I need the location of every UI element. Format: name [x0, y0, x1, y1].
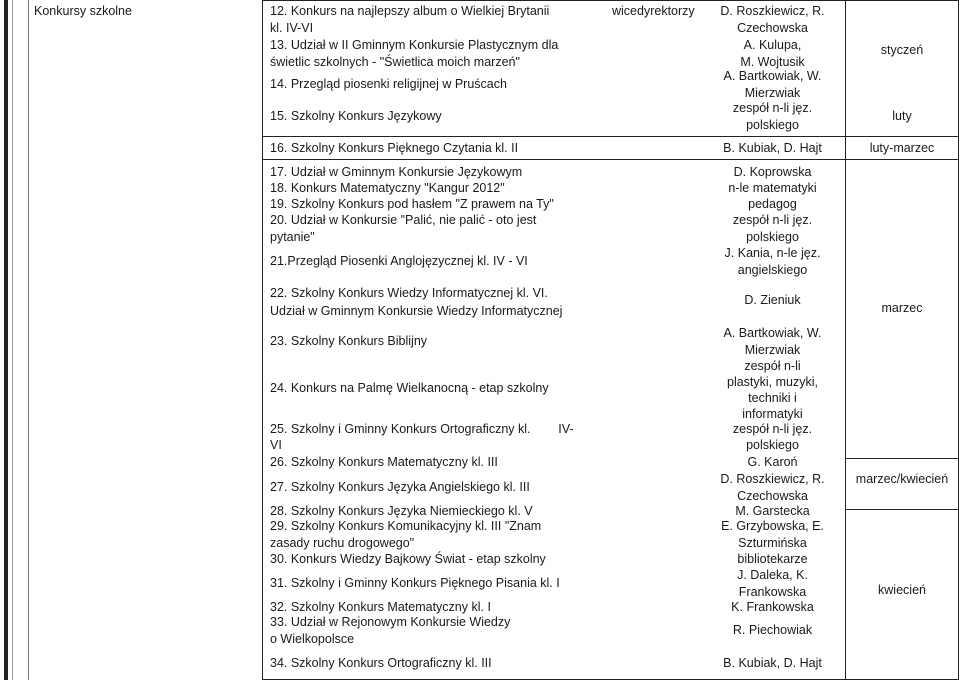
responsible: polskiego — [746, 118, 799, 132]
contest-name: 14. Przegląd piosenki religijnej w Pruścach — [270, 77, 507, 91]
contest-name: 23. Szkolny Konkurs Biblijny — [270, 334, 428, 348]
responsible: n-le matematyki — [728, 181, 817, 195]
contest-name: 33. Udział w Rejonowym Konkursie Wiedzy — [270, 615, 511, 629]
row-header-gutter — [0, 0, 29, 680]
responsible: pedagog — [748, 197, 797, 211]
responsible: A. Kulupa, — [743, 38, 802, 52]
responsible: bibliotekarze — [737, 552, 808, 566]
term-label: kwiecień — [878, 583, 926, 597]
responsible: polskiego — [746, 230, 799, 244]
contest-name: 26. Szkolny Konkurs Matematyczny kl. III — [270, 455, 498, 469]
responsible: informatyki — [742, 407, 803, 421]
responsible: R. Piechowiak — [732, 623, 813, 637]
responsible: zespół n-li jęz. — [732, 422, 813, 436]
row-divider — [845, 509, 959, 510]
responsible: Czechowska — [737, 21, 808, 35]
coordinator-label: wicedyrektorzy — [612, 4, 695, 18]
responsible: D. Roszkiewicz, R. — [720, 472, 825, 486]
responsible: A. Bartkowiak, W. — [723, 326, 822, 340]
column-divider — [845, 0, 846, 680]
contest-name: 18. Konkurs Matematyczny "Kangur 2012" — [270, 181, 505, 195]
category-label: Konkursy szkolne — [34, 4, 132, 18]
responsible: G. Karoń — [747, 455, 798, 469]
responsible: Szturmińska — [738, 536, 807, 550]
responsible: M. Wojtusik — [740, 55, 805, 69]
responsible: J. Kania, n-le jęz. — [724, 246, 821, 260]
contest-name: 19. Szkolny Konkurs pod hasłem "Z prawem na Ty" — [270, 197, 554, 211]
contest-name: 17. Udział w Gminnym Konkursie Językowym — [270, 165, 523, 179]
contest-name: 25. Szkolny i Gminny Konkurs Ortograficzny kl. IV- — [270, 422, 574, 436]
responsible: K. Frankowska — [731, 600, 814, 614]
contest-name: świetlic szkolnych - "Świetlica moich marzeń" — [270, 55, 520, 69]
contest-name: 34. Szkolny Konkurs Ortograficzny kl. III — [270, 656, 492, 670]
contest-name: 30. Konkurs Wiedzy Bajkowy Świat - etap szkolny — [270, 552, 546, 566]
contest-name: Udział w Gminnym Konkursie Wiedzy Informatycznej — [270, 304, 563, 318]
contest-name: VI — [270, 438, 282, 452]
contest-name: 22. Szkolny Konkurs Wiedzy Informatycznej kl. VI. — [270, 286, 548, 300]
term-label: styczeń — [880, 43, 924, 57]
responsible: B. Kubiak, D. Hajt — [723, 656, 822, 670]
responsible: zespół n-li jęz. — [732, 101, 813, 115]
term-label: marzec/kwiecień — [855, 472, 949, 486]
contest-name: kl. IV-VI — [270, 21, 314, 35]
contest-name: 31. Szkolny i Gminny Konkurs Pięknego Pisania kl. I — [270, 576, 560, 590]
responsible: Czechowska — [737, 489, 808, 503]
row-divider — [262, 0, 959, 1]
responsible: zespół n-li jęz. — [732, 213, 813, 227]
term-label: marzec — [881, 301, 923, 315]
responsible: Mierzwiak — [744, 86, 801, 100]
contest-name: 13. Udział w II Gminnym Konkursie Plastycznym dla — [270, 38, 559, 52]
column-divider — [262, 0, 263, 680]
responsible: Frankowska — [738, 585, 807, 599]
contest-name: 29. Szkolny Konkurs Komunikacyjny kl. III "Znam — [270, 519, 542, 533]
contest-name: 16. Szkolny Konkurs Pięknego Czytania kl. II — [270, 141, 519, 155]
responsible: angielskiego — [737, 263, 808, 277]
responsible: E. Grzybowska, E. — [721, 519, 824, 533]
contest-name: 20. Udział w Konkursie "Palić, nie palić - oto jest — [270, 213, 537, 227]
contest-name: 27. Szkolny Konkurs Języka Angielskiego kl. III — [270, 480, 530, 494]
contest-name: 12. Konkurs na najlepszy album o Wielkiej Brytanii — [270, 4, 550, 18]
contest-name: 28. Szkolny Konkurs Języka Niemieckiego kl. V — [270, 504, 533, 518]
contest-name: zasady ruchu drogowego" — [270, 536, 415, 550]
responsible: D. Koprowska — [733, 165, 812, 179]
contest-name: pytanie" — [270, 230, 315, 244]
contest-name: o Wielkopolsce — [270, 632, 355, 646]
row-divider — [262, 159, 959, 160]
contest-name: 24. Konkurs na Palmę Wielkanocną - etap szkolny — [270, 381, 549, 395]
row-divider — [262, 136, 959, 137]
term-label: luty-marzec — [869, 141, 935, 155]
responsible: techniki i — [748, 391, 797, 405]
contest-name: 15. Szkolny Konkurs Językowy — [270, 109, 442, 123]
responsible: zespół n-li — [744, 359, 801, 373]
contest-name: 21.Przegląd Piosenki Anglojęzycznej kl. IV - VI — [270, 254, 528, 268]
gutter-divider — [12, 0, 13, 680]
responsible: B. Kubiak, D. Hajt — [723, 141, 822, 155]
responsible: polskiego — [746, 438, 799, 452]
term-label: luty — [892, 109, 912, 123]
responsible: A. Bartkowiak, W. — [723, 69, 822, 83]
responsible: Mierzwiak — [744, 343, 801, 357]
responsible: D. Roszkiewicz, R. — [720, 4, 825, 18]
gutter-border — [4, 0, 8, 680]
responsible: J. Daleka, K. — [737, 568, 808, 582]
responsible: D. Zieniuk — [744, 293, 801, 307]
responsible: M. Garstecka — [735, 504, 810, 518]
contest-name: 32. Szkolny Konkurs Matematyczny kl. I — [270, 600, 491, 614]
responsible: plastyki, muzyki, — [727, 375, 818, 389]
row-divider — [845, 458, 959, 459]
